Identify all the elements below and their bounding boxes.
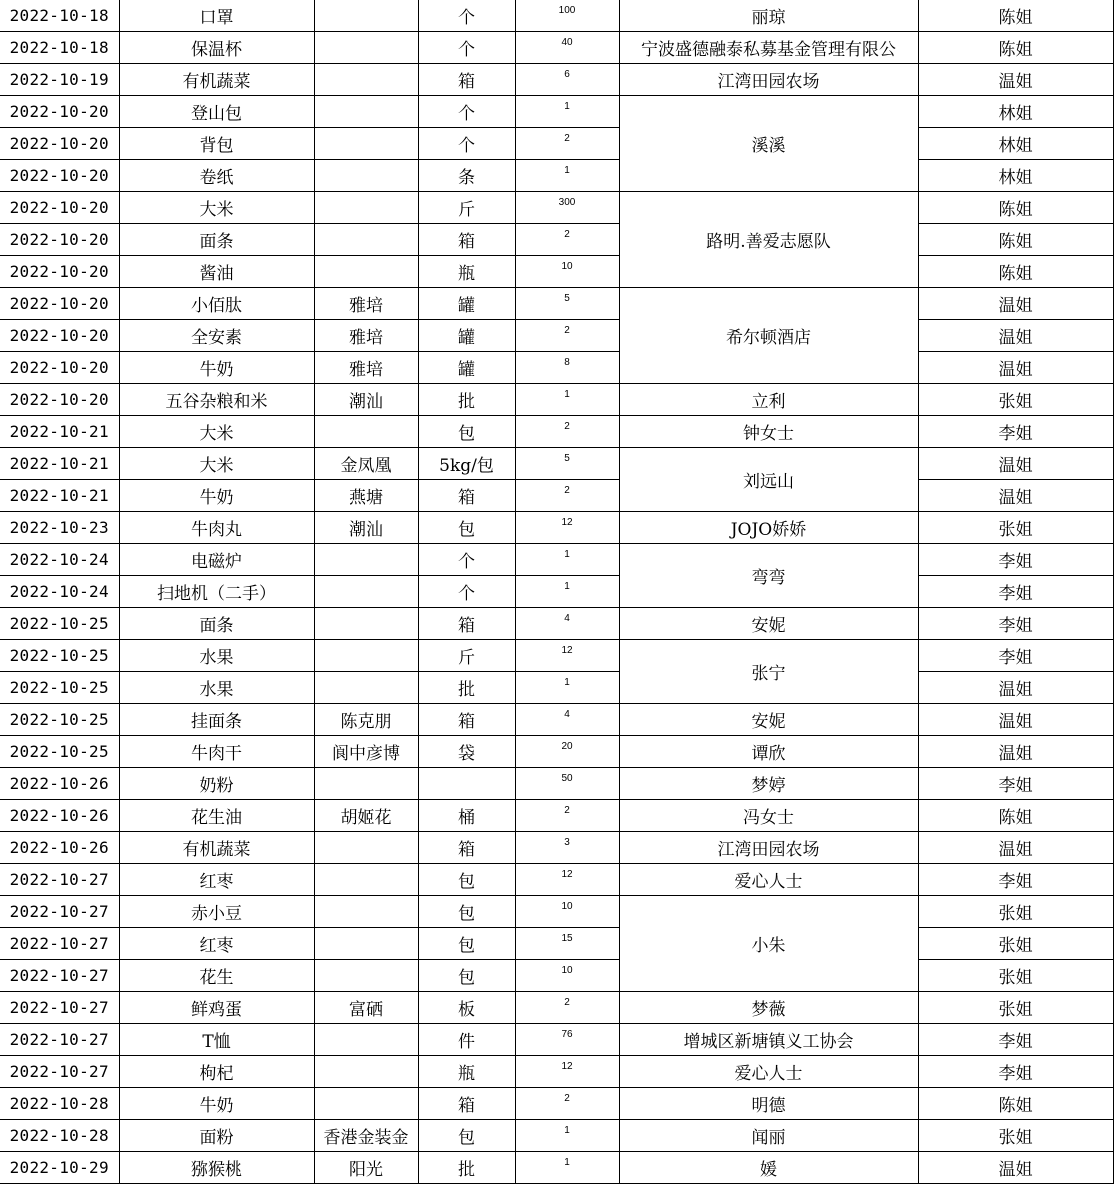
handler-cell: 李姐 — [918, 608, 1113, 640]
handler-cell: 温姐 — [918, 736, 1113, 768]
quantity-cell: 1 — [515, 576, 619, 608]
brand-cell — [314, 1056, 418, 1088]
table-row — [0, 864, 1113, 896]
quantity-cell: 2 — [515, 224, 619, 256]
item-cell: 小佰肽 — [119, 288, 314, 320]
unit-cell: 包 — [418, 864, 515, 896]
brand-cell — [314, 64, 418, 96]
donor-cell: 闻丽 — [619, 1120, 918, 1152]
item-cell: 有机蔬菜 — [119, 832, 314, 864]
donor-cell: 江湾田园农场 — [619, 832, 918, 864]
unit-cell: 袋 — [418, 736, 515, 768]
donor-cell: 路明.善爱志愿队 — [619, 192, 918, 288]
handler-cell: 张姐 — [918, 928, 1113, 960]
unit-cell: 个 — [418, 32, 515, 64]
item-cell: 鲜鸡蛋 — [119, 992, 314, 1024]
table-row — [0, 224, 1113, 256]
handler-cell: 李姐 — [918, 640, 1113, 672]
quantity-cell: 4 — [515, 608, 619, 640]
table-row — [0, 640, 1113, 672]
table-row — [0, 1056, 1113, 1088]
quantity-cell: 2 — [515, 320, 619, 352]
brand-cell — [314, 32, 418, 64]
brand-cell: 阆中彦博 — [314, 736, 418, 768]
table-row — [0, 1152, 1113, 1184]
handler-cell: 林姐 — [918, 160, 1113, 192]
unit-cell: 个 — [418, 576, 515, 608]
quantity-cell: 1 — [515, 160, 619, 192]
donor-cell: 梦婷 — [619, 768, 918, 800]
table-row — [0, 928, 1113, 960]
brand-cell — [314, 416, 418, 448]
handler-cell: 温姐 — [918, 352, 1113, 384]
unit-cell: 条 — [418, 160, 515, 192]
brand-cell — [314, 896, 418, 928]
quantity-cell: 2 — [515, 480, 619, 512]
table-row — [0, 320, 1113, 352]
handler-cell: 张姐 — [918, 896, 1113, 928]
unit-cell: 5kg/包 — [418, 448, 515, 480]
unit-cell: 包 — [418, 960, 515, 992]
date-cell: 2022-10-18 — [0, 32, 119, 64]
quantity-cell: 12 — [515, 512, 619, 544]
quantity-cell: 1 — [515, 544, 619, 576]
date-cell: 2022-10-28 — [0, 1120, 119, 1152]
brand-cell: 雅培 — [314, 288, 418, 320]
donor-cell: 梦薇 — [619, 992, 918, 1024]
unit-cell: 瓶 — [418, 256, 515, 288]
table-row — [0, 192, 1113, 224]
item-cell: 扫地机（二手） — [119, 576, 314, 608]
unit-cell: 批 — [418, 672, 515, 704]
date-cell: 2022-10-18 — [0, 0, 119, 32]
donor-cell: 谭欣 — [619, 736, 918, 768]
date-cell: 2022-10-20 — [0, 224, 119, 256]
handler-cell: 林姐 — [918, 96, 1113, 128]
quantity-cell: 76 — [515, 1024, 619, 1056]
item-cell: 登山包 — [119, 96, 314, 128]
handler-cell: 陈姐 — [918, 256, 1113, 288]
unit-cell: 箱 — [418, 64, 515, 96]
date-cell: 2022-10-27 — [0, 928, 119, 960]
item-cell: 大米 — [119, 448, 314, 480]
brand-cell — [314, 960, 418, 992]
brand-cell — [314, 96, 418, 128]
table-row — [0, 896, 1113, 928]
unit-cell: 斤 — [418, 192, 515, 224]
quantity-cell: 2 — [515, 416, 619, 448]
brand-cell — [314, 672, 418, 704]
brand-cell: 雅培 — [314, 320, 418, 352]
table-row — [0, 288, 1113, 320]
donor-cell: JOJO娇娇 — [619, 512, 918, 544]
table-row — [0, 416, 1113, 448]
item-cell: 口罩 — [119, 0, 314, 32]
date-cell: 2022-10-20 — [0, 192, 119, 224]
donor-cell: 江湾田园农场 — [619, 64, 918, 96]
item-cell: 面条 — [119, 224, 314, 256]
table-row — [0, 544, 1113, 576]
item-cell: 电磁炉 — [119, 544, 314, 576]
item-cell: 红枣 — [119, 928, 314, 960]
quantity-cell: 10 — [515, 256, 619, 288]
donor-cell: 小朱 — [619, 896, 918, 992]
brand-cell: 雅培 — [314, 352, 418, 384]
handler-cell: 李姐 — [918, 576, 1113, 608]
quantity-cell: 100 — [515, 0, 619, 32]
date-cell: 2022-10-25 — [0, 704, 119, 736]
brand-cell — [314, 160, 418, 192]
item-cell: 有机蔬菜 — [119, 64, 314, 96]
donor-cell: 溪溪 — [619, 96, 918, 192]
quantity-cell: 5 — [515, 448, 619, 480]
date-cell: 2022-10-27 — [0, 960, 119, 992]
brand-cell — [314, 128, 418, 160]
item-cell: 面条 — [119, 608, 314, 640]
quantity-cell: 12 — [515, 640, 619, 672]
date-cell: 2022-10-24 — [0, 576, 119, 608]
table-row — [0, 64, 1113, 96]
handler-cell: 陈姐 — [918, 800, 1113, 832]
table-row — [0, 256, 1113, 288]
donor-cell: 明德 — [619, 1088, 918, 1120]
unit-cell: 箱 — [418, 704, 515, 736]
item-cell: 大米 — [119, 416, 314, 448]
donor-cell: 安妮 — [619, 608, 918, 640]
table-row — [0, 384, 1113, 416]
date-cell: 2022-10-21 — [0, 480, 119, 512]
brand-cell — [314, 192, 418, 224]
donor-cell: 立利 — [619, 384, 918, 416]
brand-cell — [314, 0, 418, 32]
brand-cell — [314, 608, 418, 640]
brand-cell: 香港金装金 — [314, 1120, 418, 1152]
brand-cell — [314, 768, 418, 800]
unit-cell — [418, 768, 515, 800]
table-row — [0, 768, 1113, 800]
item-cell: 全安素 — [119, 320, 314, 352]
unit-cell: 罐 — [418, 352, 515, 384]
handler-cell: 陈姐 — [918, 1088, 1113, 1120]
quantity-cell: 15 — [515, 928, 619, 960]
date-cell: 2022-10-20 — [0, 352, 119, 384]
handler-cell: 温姐 — [918, 832, 1113, 864]
donor-cell: 安妮 — [619, 704, 918, 736]
brand-cell — [314, 544, 418, 576]
date-cell: 2022-10-20 — [0, 128, 119, 160]
brand-cell: 潮汕 — [314, 512, 418, 544]
handler-cell: 张姐 — [918, 1120, 1113, 1152]
table-row — [0, 736, 1113, 768]
handler-cell: 温姐 — [918, 1152, 1113, 1184]
date-cell: 2022-10-26 — [0, 768, 119, 800]
item-cell: 酱油 — [119, 256, 314, 288]
unit-cell: 罐 — [418, 320, 515, 352]
table-row — [0, 832, 1113, 864]
handler-cell: 温姐 — [918, 480, 1113, 512]
item-cell: 牛奶 — [119, 352, 314, 384]
quantity-cell: 1 — [515, 384, 619, 416]
date-cell: 2022-10-27 — [0, 896, 119, 928]
brand-cell — [314, 832, 418, 864]
table-row — [0, 512, 1113, 544]
date-cell: 2022-10-27 — [0, 864, 119, 896]
handler-cell: 温姐 — [918, 672, 1113, 704]
brand-cell: 陈克朋 — [314, 704, 418, 736]
table-row — [0, 0, 1113, 32]
donor-cell: 爱心人士 — [619, 1056, 918, 1088]
item-cell: T恤 — [119, 1024, 314, 1056]
quantity-cell: 300 — [515, 192, 619, 224]
table-row — [0, 576, 1113, 608]
unit-cell: 瓶 — [418, 1056, 515, 1088]
date-cell: 2022-10-21 — [0, 416, 119, 448]
table-row — [0, 1120, 1113, 1152]
handler-cell: 李姐 — [918, 544, 1113, 576]
unit-cell: 斤 — [418, 640, 515, 672]
brand-cell: 胡姬花 — [314, 800, 418, 832]
handler-cell: 温姐 — [918, 288, 1113, 320]
date-cell: 2022-10-20 — [0, 384, 119, 416]
quantity-cell: 1 — [515, 96, 619, 128]
table-row — [0, 800, 1113, 832]
item-cell: 牛肉丸 — [119, 512, 314, 544]
unit-cell: 个 — [418, 96, 515, 128]
quantity-cell: 20 — [515, 736, 619, 768]
brand-cell — [314, 256, 418, 288]
item-cell: 牛奶 — [119, 480, 314, 512]
item-cell: 奶粉 — [119, 768, 314, 800]
handler-cell: 李姐 — [918, 1056, 1113, 1088]
item-cell: 五谷杂粮和米 — [119, 384, 314, 416]
item-cell: 大米 — [119, 192, 314, 224]
item-cell: 保温杯 — [119, 32, 314, 64]
handler-cell: 温姐 — [918, 320, 1113, 352]
brand-cell — [314, 928, 418, 960]
item-cell: 花生 — [119, 960, 314, 992]
unit-cell: 包 — [418, 928, 515, 960]
donor-cell: 刘远山 — [619, 448, 918, 512]
brand-cell — [314, 576, 418, 608]
handler-cell: 温姐 — [918, 448, 1113, 480]
table-row — [0, 160, 1113, 192]
unit-cell: 箱 — [418, 608, 515, 640]
date-cell: 2022-10-26 — [0, 800, 119, 832]
handler-cell: 陈姐 — [918, 192, 1113, 224]
unit-cell: 包 — [418, 1120, 515, 1152]
unit-cell: 箱 — [418, 832, 515, 864]
item-cell: 枸杞 — [119, 1056, 314, 1088]
unit-cell: 个 — [418, 128, 515, 160]
unit-cell: 包 — [418, 512, 515, 544]
handler-cell: 陈姐 — [918, 0, 1113, 32]
quantity-cell: 50 — [515, 768, 619, 800]
item-cell: 花生油 — [119, 800, 314, 832]
unit-cell: 箱 — [418, 224, 515, 256]
donor-cell: 爱心人士 — [619, 864, 918, 896]
date-cell: 2022-10-28 — [0, 1088, 119, 1120]
quantity-cell: 10 — [515, 960, 619, 992]
donor-cell: 宁波盛德融泰私募基金管理有限公 — [619, 32, 918, 64]
unit-cell: 个 — [418, 544, 515, 576]
handler-cell: 张姐 — [918, 512, 1113, 544]
unit-cell: 件 — [418, 1024, 515, 1056]
handler-cell: 李姐 — [918, 768, 1113, 800]
quantity-cell: 1 — [515, 672, 619, 704]
quantity-cell: 6 — [515, 64, 619, 96]
unit-cell: 桶 — [418, 800, 515, 832]
handler-cell: 张姐 — [918, 960, 1113, 992]
date-cell: 2022-10-27 — [0, 1056, 119, 1088]
table-row — [0, 480, 1113, 512]
date-cell: 2022-10-19 — [0, 64, 119, 96]
donor-cell: 张宁 — [619, 640, 918, 704]
quantity-cell: 2 — [515, 800, 619, 832]
table-row — [0, 1024, 1113, 1056]
quantity-cell: 2 — [515, 1088, 619, 1120]
unit-cell: 板 — [418, 992, 515, 1024]
item-cell: 水果 — [119, 640, 314, 672]
quantity-cell: 3 — [515, 832, 619, 864]
quantity-cell: 4 — [515, 704, 619, 736]
table-row — [0, 448, 1113, 480]
brand-cell: 金凤凰 — [314, 448, 418, 480]
item-cell: 猕猴桃 — [119, 1152, 314, 1184]
handler-cell: 林姐 — [918, 128, 1113, 160]
quantity-cell: 1 — [515, 1152, 619, 1184]
unit-cell: 包 — [418, 896, 515, 928]
donor-cell: 媛 — [619, 1152, 918, 1184]
handler-cell: 李姐 — [918, 864, 1113, 896]
date-cell: 2022-10-27 — [0, 1024, 119, 1056]
date-cell: 2022-10-21 — [0, 448, 119, 480]
item-cell: 牛奶 — [119, 1088, 314, 1120]
table-row — [0, 672, 1113, 704]
date-cell: 2022-10-25 — [0, 640, 119, 672]
unit-cell: 箱 — [418, 480, 515, 512]
date-cell: 2022-10-20 — [0, 256, 119, 288]
quantity-cell: 8 — [515, 352, 619, 384]
donor-cell: 钟女士 — [619, 416, 918, 448]
date-cell: 2022-10-27 — [0, 992, 119, 1024]
date-cell: 2022-10-20 — [0, 288, 119, 320]
quantity-cell: 2 — [515, 128, 619, 160]
item-cell: 牛肉干 — [119, 736, 314, 768]
brand-cell: 富硒 — [314, 992, 418, 1024]
quantity-cell: 12 — [515, 864, 619, 896]
quantity-cell: 40 — [515, 32, 619, 64]
date-cell: 2022-10-23 — [0, 512, 119, 544]
handler-cell: 温姐 — [918, 704, 1113, 736]
brand-cell: 燕塘 — [314, 480, 418, 512]
unit-cell: 箱 — [418, 1088, 515, 1120]
handler-cell: 陈姐 — [918, 224, 1113, 256]
brand-cell — [314, 1088, 418, 1120]
unit-cell: 批 — [418, 384, 515, 416]
table-row — [0, 960, 1113, 992]
brand-cell — [314, 224, 418, 256]
quantity-cell: 1 — [515, 1120, 619, 1152]
table-row — [0, 32, 1113, 64]
date-cell: 2022-10-20 — [0, 96, 119, 128]
date-cell: 2022-10-20 — [0, 160, 119, 192]
donor-cell: 丽琼 — [619, 0, 918, 32]
item-cell: 面粉 — [119, 1120, 314, 1152]
brand-cell: 阳光 — [314, 1152, 418, 1184]
donor-cell: 增城区新塘镇义工协会 — [619, 1024, 918, 1056]
handler-cell: 李姐 — [918, 1024, 1113, 1056]
table-row — [0, 352, 1113, 384]
date-cell: 2022-10-25 — [0, 672, 119, 704]
handler-cell: 张姐 — [918, 992, 1113, 1024]
item-cell: 背包 — [119, 128, 314, 160]
donor-cell: 冯女士 — [619, 800, 918, 832]
date-cell: 2022-10-25 — [0, 736, 119, 768]
item-cell: 水果 — [119, 672, 314, 704]
unit-cell: 罐 — [418, 288, 515, 320]
date-cell: 2022-10-24 — [0, 544, 119, 576]
brand-cell — [314, 864, 418, 896]
unit-cell: 批 — [418, 1152, 515, 1184]
donor-cell: 希尔顿酒店 — [619, 288, 918, 384]
handler-cell: 温姐 — [918, 64, 1113, 96]
table-row — [0, 992, 1113, 1024]
unit-cell: 包 — [418, 416, 515, 448]
date-cell: 2022-10-29 — [0, 1152, 119, 1184]
table-row — [0, 128, 1113, 160]
donor-cell: 弯弯 — [619, 544, 918, 608]
handler-cell: 李姐 — [918, 416, 1113, 448]
handler-cell: 张姐 — [918, 384, 1113, 416]
table-row — [0, 608, 1113, 640]
item-cell: 卷纸 — [119, 160, 314, 192]
date-cell: 2022-10-20 — [0, 320, 119, 352]
table-row — [0, 96, 1113, 128]
quantity-cell: 2 — [515, 992, 619, 1024]
table-row — [0, 704, 1113, 736]
quantity-cell: 10 — [515, 896, 619, 928]
item-cell: 挂面条 — [119, 704, 314, 736]
handler-cell: 陈姐 — [918, 32, 1113, 64]
brand-cell: 潮汕 — [314, 384, 418, 416]
quantity-cell: 5 — [515, 288, 619, 320]
brand-cell — [314, 1024, 418, 1056]
date-cell: 2022-10-26 — [0, 832, 119, 864]
quantity-cell: 12 — [515, 1056, 619, 1088]
unit-cell: 个 — [418, 0, 515, 32]
item-cell: 红枣 — [119, 864, 314, 896]
item-cell: 赤小豆 — [119, 896, 314, 928]
table-row — [0, 1088, 1113, 1120]
brand-cell — [314, 640, 418, 672]
date-cell: 2022-10-25 — [0, 608, 119, 640]
